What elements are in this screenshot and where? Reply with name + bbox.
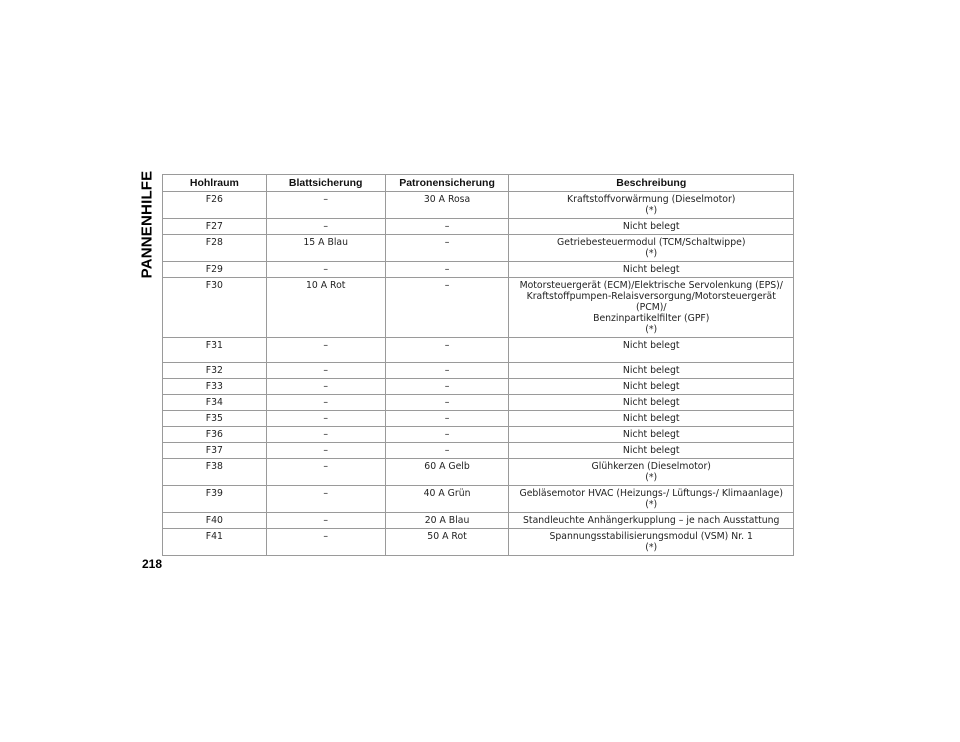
cartridge-fuse-cell: –: [385, 379, 509, 395]
cartridge-fuse-cell: –: [385, 235, 509, 262]
description-line: Benzinpartikelfilter (GPF): [593, 313, 710, 324]
cavity-cell: F30: [163, 278, 267, 338]
cavity-cell: F31: [163, 338, 267, 363]
description-line: Nicht belegt: [622, 264, 680, 275]
cartridge-fuse-cell: –: [385, 363, 509, 379]
table-row: [163, 486, 794, 513]
cartridge-fuse-cell: 20 A Blau: [385, 513, 509, 529]
blade-fuse-cell: –: [266, 338, 385, 363]
description-line: Nicht belegt: [622, 445, 680, 456]
blade-fuse-cell: –: [266, 192, 385, 219]
table-row: [163, 278, 794, 338]
description-line: Getriebesteuermodul (TCM/Schaltwippe): [557, 237, 746, 248]
description-line: Nicht belegt: [622, 429, 680, 440]
cartridge-fuse-cell: –: [385, 262, 509, 278]
description-cell: [509, 427, 794, 443]
blade-fuse-cell: –: [266, 529, 385, 556]
blade-fuse-cell: –: [266, 427, 385, 443]
description-line: Standleuchte Anhängerkupplung – je nach Ausstattung: [523, 515, 780, 526]
cavity-cell: F35: [163, 411, 267, 427]
description-line: (*): [645, 499, 658, 510]
cartridge-fuse-cell: –: [385, 338, 509, 363]
description-cell: [509, 513, 794, 529]
cavity-cell: F27: [163, 219, 267, 235]
table-row: [163, 411, 794, 427]
description-line: Glühkerzen (Dieselmotor): [591, 461, 711, 472]
description-line: (*): [645, 205, 658, 216]
blade-fuse-cell: 10 A Rot: [266, 278, 385, 338]
blade-fuse-cell: –: [266, 513, 385, 529]
description-cell: [509, 235, 794, 262]
description-line: Nicht belegt: [622, 413, 680, 424]
table-row: [163, 443, 794, 459]
cavity-cell: F38: [163, 459, 267, 486]
description-line: Spannungsstabilisierungsmodul (VSM) Nr. 1: [549, 531, 753, 542]
cavity-cell: F29: [163, 262, 267, 278]
description-line: (*): [645, 542, 658, 553]
description-cell: [509, 363, 794, 379]
header-cavity: Hohlraum: [163, 175, 267, 192]
blade-fuse-cell: –: [266, 262, 385, 278]
table-row: [163, 427, 794, 443]
blade-fuse-cell: –: [266, 486, 385, 513]
blade-fuse-cell: –: [266, 379, 385, 395]
header-blade-fuse: Blattsicherung: [266, 175, 385, 192]
table-row: [163, 192, 794, 219]
description-cell: [509, 443, 794, 459]
description-cell: [509, 278, 794, 338]
page-number: 218: [142, 557, 163, 571]
description-line: Nicht belegt: [622, 397, 680, 408]
cartridge-fuse-cell: 60 A Gelb: [385, 459, 509, 486]
fuse-table: [162, 174, 794, 556]
cartridge-fuse-cell: 40 A Grün: [385, 486, 509, 513]
table-row: [163, 262, 794, 278]
blade-fuse-cell: –: [266, 219, 385, 235]
section-title-text: PANNENHILFE: [138, 170, 156, 278]
cartridge-fuse-cell: 50 A Rot: [385, 529, 509, 556]
cavity-cell: F37: [163, 443, 267, 459]
description-line: (*): [645, 472, 658, 483]
cartridge-fuse-cell: –: [385, 411, 509, 427]
cartridge-fuse-cell: –: [385, 443, 509, 459]
description-cell: [509, 262, 794, 278]
fuse-table-header: [163, 175, 794, 192]
blade-fuse-cell: –: [266, 411, 385, 427]
blade-fuse-cell: –: [266, 363, 385, 379]
description-cell: [509, 338, 794, 363]
blade-fuse-cell: –: [266, 395, 385, 411]
description-line: Nicht belegt: [622, 340, 680, 351]
cavity-cell: F39: [163, 486, 267, 513]
table-row: [163, 529, 794, 556]
description-line: Kraftstoffvorwärmung (Dieselmotor): [567, 194, 736, 205]
description-line: (*): [645, 324, 658, 335]
header-cartridge-fuse: Patronensicherung: [385, 175, 509, 192]
description-cell: [509, 379, 794, 395]
table-row: [163, 379, 794, 395]
cavity-cell: F32: [163, 363, 267, 379]
description-line: Nicht belegt: [622, 365, 680, 376]
description-line: Nicht belegt: [622, 381, 680, 392]
blade-fuse-cell: –: [266, 443, 385, 459]
cavity-cell: F36: [163, 427, 267, 443]
table-row: [163, 219, 794, 235]
cartridge-fuse-cell: –: [385, 278, 509, 338]
blade-fuse-cell: 15 A Blau: [266, 235, 385, 262]
table-row: [163, 235, 794, 262]
description-cell: [509, 219, 794, 235]
cartridge-fuse-cell: –: [385, 219, 509, 235]
table-row: [163, 395, 794, 411]
description-cell: [509, 192, 794, 219]
table-row: [163, 459, 794, 486]
cartridge-fuse-cell: –: [385, 427, 509, 443]
cavity-cell: F34: [163, 395, 267, 411]
description-line: (*): [645, 248, 658, 259]
cartridge-fuse-cell: –: [385, 395, 509, 411]
description-line: Gebläsemotor HVAC (Heizungs-/ Lüftungs-/ Klimaanlage): [519, 488, 783, 499]
description-line: Motorsteuergerät (ECM)/Elektrische Servolenkung (EPS)/: [519, 280, 783, 291]
description-cell: [509, 395, 794, 411]
cavity-cell: F28: [163, 235, 267, 262]
cavity-cell: F41: [163, 529, 267, 556]
table-row: [163, 363, 794, 379]
description-line: Kraftstoffpumpen-Relaisversorgung/Motorsteuergerät (PCM)/: [526, 291, 776, 313]
cartridge-fuse-cell: 30 A Rosa: [385, 192, 509, 219]
description-cell: [509, 411, 794, 427]
header-row: [163, 175, 794, 192]
description-cell: [509, 459, 794, 486]
cavity-cell: F33: [163, 379, 267, 395]
header-description: Beschreibung: [509, 175, 794, 192]
fuse-table-body: [163, 192, 794, 556]
blade-fuse-cell: –: [266, 459, 385, 486]
cavity-cell: F26: [163, 192, 267, 219]
description-cell: [509, 486, 794, 513]
description-line: Nicht belegt: [622, 221, 680, 232]
table-row: [163, 338, 794, 363]
section-title: [137, 170, 157, 278]
table-row: [163, 513, 794, 529]
cavity-cell: F40: [163, 513, 267, 529]
description-cell: [509, 529, 794, 556]
